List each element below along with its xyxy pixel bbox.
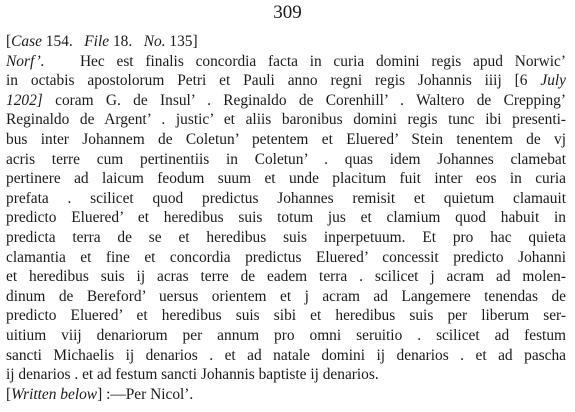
footer-close-bracket: ]: [97, 385, 103, 403]
text-line-1: [6, 52, 566, 72]
text-line-5: bus inter Johannem de Coletun’ petentem et Eluered’ Stein tenentem de vj: [6, 130, 566, 148]
text-line-8: prefata . scilicet quod predictus Johannes remisit et quietum clamauit: [6, 189, 566, 207]
text-line-4: Reginaldo de Argent’ . justic’ et aliis baronibus domini regis tunc ibi presenti-: [6, 111, 566, 129]
text-line-7: pertinere ad laicum feodum suum et unde placitum fuit inter eos in curia: [6, 170, 566, 188]
county-label: Norf’.: [6, 52, 45, 70]
no-label: No.: [143, 33, 166, 50]
written-below-label: Written below: [11, 385, 98, 403]
written-below-note: [6, 385, 566, 405]
document-text: [6, 32, 566, 404]
heading-open-bracket: [: [6, 33, 12, 50]
text-line-2: [6, 71, 566, 91]
text-line-14: predicto Eluered’ et heredibus suis sibi et heredibus suis per liberum ser-: [6, 307, 566, 325]
text-line-15: uitium viij denariorum per annum pro omni seruitio . scilicet ad festum: [6, 326, 566, 344]
text-line-10: predicta terra de se et heredibus suis inperpetuum. Et pro hac quieta: [6, 228, 566, 246]
text-line-12: et heredibus suis ij acras terre de eadem terra . scilicet j acram ad molen-: [6, 268, 566, 286]
text-line-3: [6, 91, 566, 111]
line-1-text: Hec est finalis concordia facta in curia domini regis apud Norwic’: [79, 52, 566, 70]
date-year: 1202]: [6, 91, 43, 109]
text-line-16: sancti Michaelis ij denarios . et ad natale domini ij denarios . et ad pascha: [6, 346, 566, 364]
text-line-13: dinum de Bereford’ uersus orientem et j acram ad Langemere tenendas de: [6, 287, 566, 305]
file-number: 18.: [112, 33, 133, 50]
case-heading: [6, 32, 566, 52]
file-label: File: [84, 33, 110, 50]
text-line-6: acris terre cum pertinentiis in Coletun’ . quas idem Johannes clamebat: [6, 150, 566, 168]
case-label: Case: [11, 33, 42, 50]
page-number: 309: [273, 2, 302, 23]
text-line-11: clamantia et fine et concordia predictus Eluered’ concessit predicto Johanni: [6, 248, 566, 266]
endorsement-text: :—Per Nicol’.: [102, 385, 194, 403]
date-month: July: [540, 72, 566, 90]
footer-open-bracket: [: [6, 385, 12, 403]
no-number: 135]: [169, 33, 198, 50]
line-2-text: in octabis apostolorum Petri et Pauli anno regni regis Johannis iiij [6: [6, 72, 528, 90]
text-line-9: predicto Eluered’ et heredibus suis totum jus et clamium quod habuit in: [6, 209, 566, 227]
case-number: 154.: [45, 33, 73, 50]
text-line-17: ij denarios . et ad festum sancti Johannis baptiste ij denarios.: [6, 366, 379, 384]
line-3-text: coram G. de Insul’ . Reginaldo de Corenhill’ . Waltero de Crepping’: [55, 91, 566, 109]
